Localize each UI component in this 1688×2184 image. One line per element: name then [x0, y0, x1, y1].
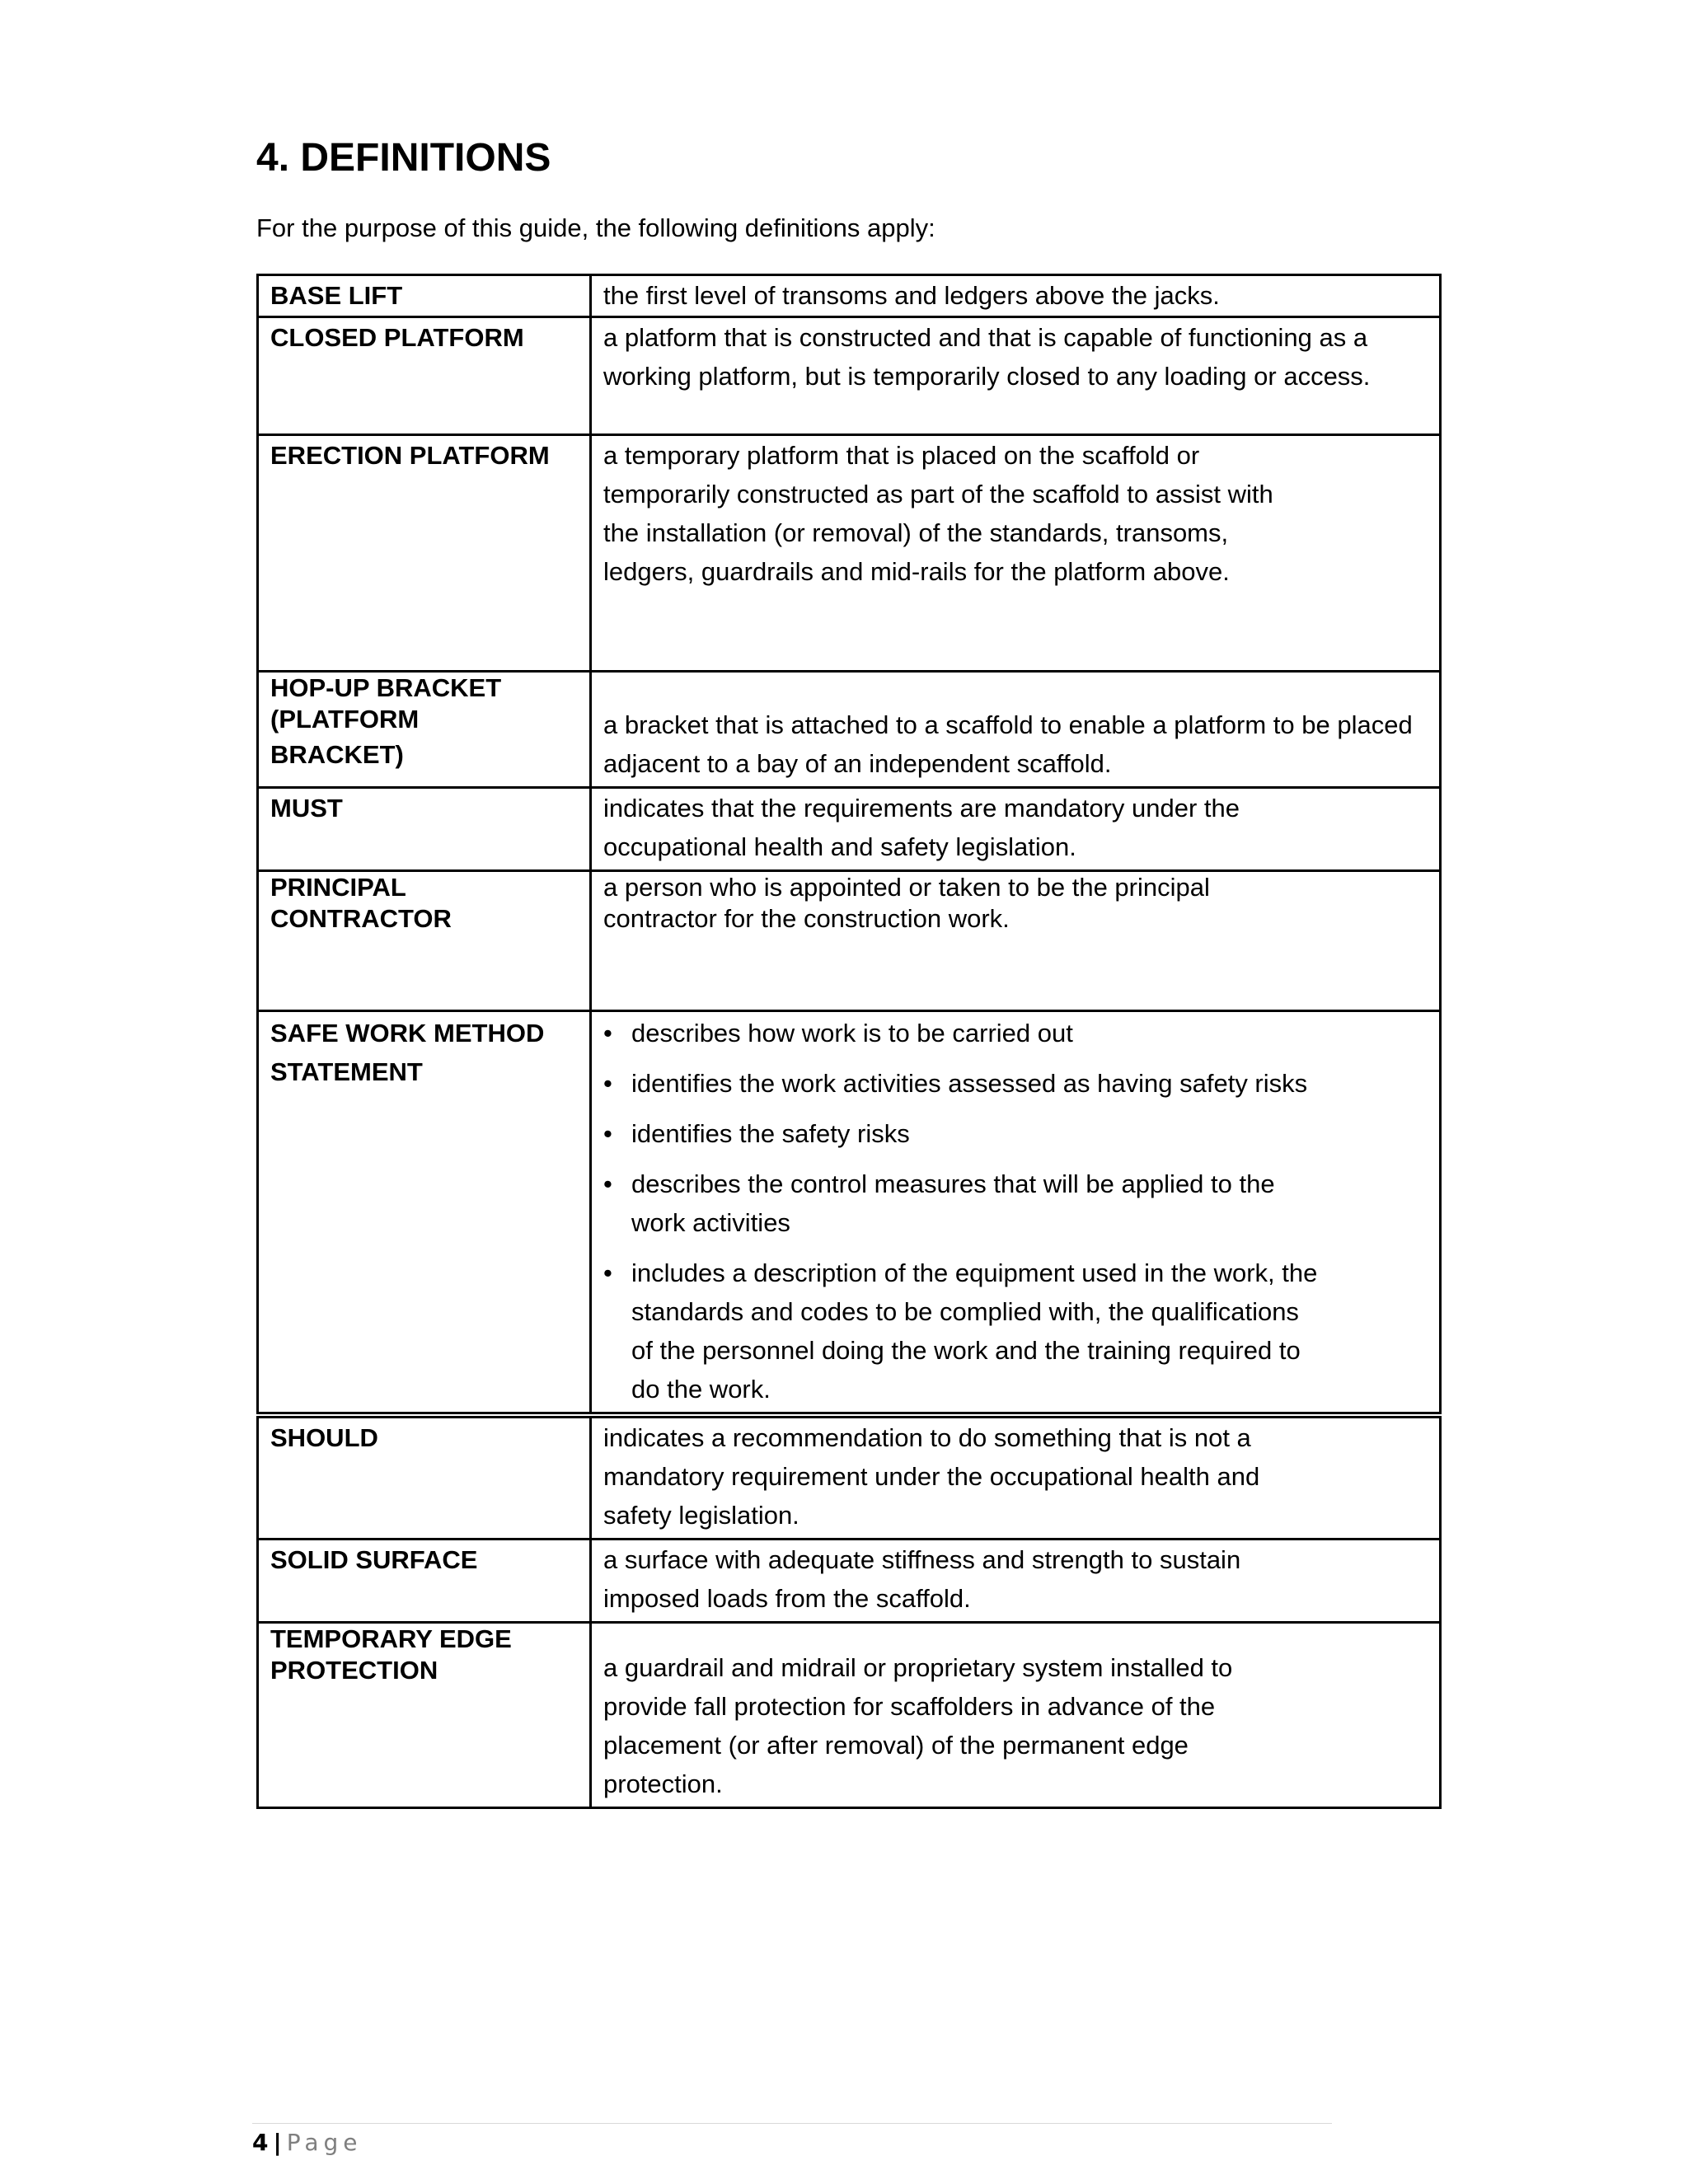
definition-row [258, 871, 1441, 1011]
definition-term [258, 672, 591, 788]
bullet-dot: • [603, 1069, 612, 1098]
definition-text: the first level of transoms and ledgers above the jacks. [591, 275, 1441, 317]
footer-separator: | [273, 2129, 282, 2156]
bullet-item: • includes a description of the equipment used in the work, the standards and codes to be complied with, the qualifications of the personnel doing the work and the training required to do the work. [603, 1254, 1324, 1408]
definition-text: a bracket that is attached to a scaffold to enable a platform to be placed adjacent to a bay of an independent scaffold. [591, 672, 1441, 788]
bullet-list [603, 1014, 1324, 1408]
definition-text: a guardrail and midrail or proprietary system installed to provide fall protection for scaffolders in advance of the placement (or after removal) of the permanent edge protection. [591, 1623, 1441, 1808]
definition-term [258, 1623, 591, 1808]
definition-term [258, 1011, 591, 1416]
definition-term: ERECTION PLATFORM [258, 435, 591, 672]
term-line: CONTRACTOR [270, 904, 452, 933]
term-line: SAFE WORK METHOD [270, 1019, 545, 1047]
definition-row [258, 1623, 1441, 1808]
definition-term: CLOSED PLATFORM [258, 317, 591, 435]
page-number: 4 [252, 2129, 269, 2156]
term-line: BRACKET) [270, 740, 404, 769]
intro-text: For the purpose of this guide, the following definitions apply: [256, 213, 935, 242]
definition-term: SOLID SURFACE [258, 1540, 591, 1623]
definition-row [258, 435, 1441, 672]
definition-text-inner: a person who is appointed or taken to be the principal contractor for the construction work. [603, 873, 1210, 933]
definition-text: indicates that the requirements are mandatory under the occupational health and safety legislation. [591, 788, 1441, 871]
definitions-table [256, 274, 1442, 1809]
page-footer [252, 2123, 1332, 2156]
definition-row [258, 1011, 1441, 1416]
definition-term [258, 871, 591, 1011]
definition-row [258, 1415, 1441, 1540]
definition-term: MUST [258, 788, 591, 871]
definition-text: a temporary platform that is placed on the scaffold or temporarily constructed as part of the scaffold to assist with the installation (or removal) of the standards, transoms, ledgers, guardrails and mid-rails for the platform above. [591, 435, 1441, 672]
definition-text: indicates a recommendation to do something that is not a mandatory requirement under the occupational health and safety legislation. [591, 1415, 1441, 1540]
term-line: STATEMENT [270, 1057, 423, 1086]
bullet-dot: • [603, 1258, 612, 1287]
term-line: HOP-UP BRACKET [270, 673, 502, 702]
bullet-item: • identifies the work activities assessed as having safety risks [603, 1064, 1324, 1103]
definition-row [258, 788, 1441, 871]
term-line: PROTECTION [270, 1656, 438, 1685]
bullet-item: • describes how work is to be carried out [603, 1014, 1324, 1052]
definition-row [258, 672, 1441, 788]
bullet-dot: • [603, 1019, 612, 1047]
definition-row [258, 1540, 1441, 1623]
definition-row [258, 317, 1441, 435]
definition-term: BASE LIFT [258, 275, 591, 317]
bullet-dot: • [603, 1119, 612, 1148]
definition-term: SHOULD [258, 1415, 591, 1540]
bullet-item: • identifies the safety risks [603, 1114, 1324, 1153]
definition-bullets [591, 1011, 1441, 1416]
definition-text: a surface with adequate stiffness and strength to sustain imposed loads from the scaffold. [591, 1540, 1441, 1623]
bullet-dot: • [603, 1169, 612, 1198]
page-label: Page [286, 2129, 363, 2156]
definition-text [591, 871, 1441, 1011]
bullet-item: • describes the control measures that will be applied to the work activities [603, 1165, 1324, 1242]
section-heading: 4. DEFINITIONS [256, 136, 551, 180]
term-line: PRINCIPAL [270, 873, 406, 902]
definition-row [258, 275, 1441, 317]
term-line: TEMPORARY EDGE [270, 1624, 512, 1653]
definition-text: a platform that is constructed and that is capable of functioning as a working platform, but is temporarily closed to any loading or access. [591, 317, 1441, 435]
term-line: (PLATFORM [270, 705, 420, 733]
